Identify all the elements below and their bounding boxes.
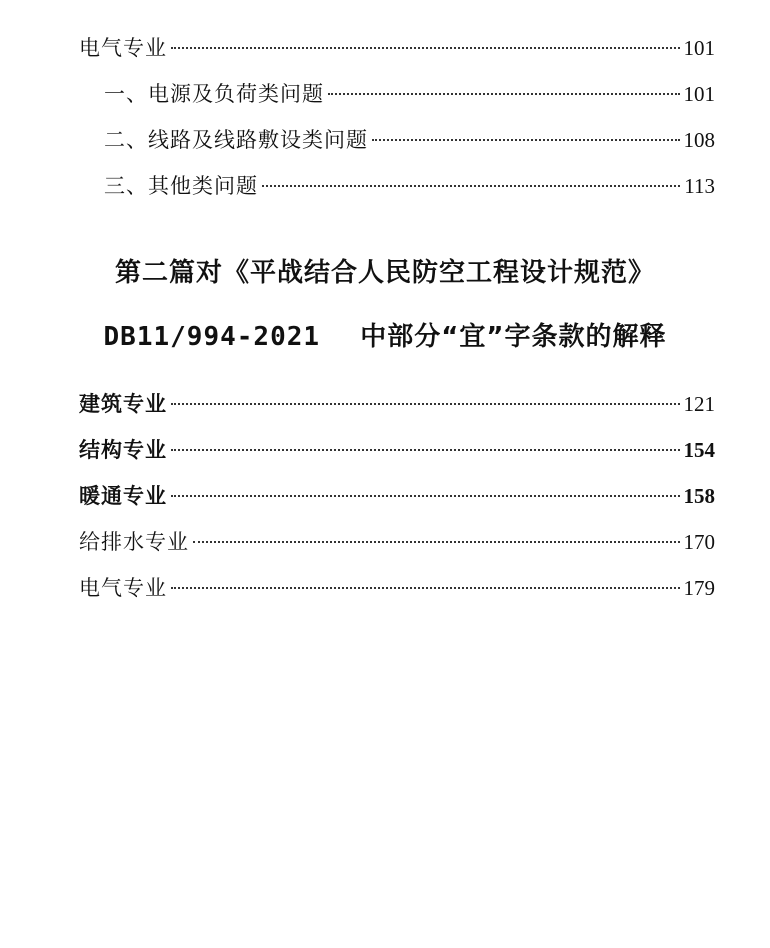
toc-entry-label: 给排水专业: [79, 530, 189, 554]
toc-entry[interactable]: [79, 71, 715, 117]
toc-entry-label: 建筑专业: [79, 391, 167, 416]
standard-code: DB11/994-2021: [103, 322, 321, 352]
toc-entry-label: 暖通专业: [79, 483, 167, 508]
toc-entry-label: 电气专业: [79, 576, 167, 600]
toc-entry[interactable]: [79, 381, 715, 427]
toc-entry[interactable]: [79, 519, 715, 565]
toc-entry[interactable]: [79, 473, 715, 519]
toc-entry[interactable]: [79, 163, 715, 209]
toc-leader-dots: [171, 587, 680, 589]
toc-entry[interactable]: [79, 565, 715, 611]
toc-entry-label: 电气专业: [79, 36, 167, 60]
toc-leader-dots: [171, 495, 680, 497]
toc-section-one: [79, 25, 715, 209]
toc-entry-page: 179: [683, 576, 715, 600]
toc-entry[interactable]: [79, 117, 715, 163]
toc-entry-page: 121: [683, 392, 715, 416]
toc-entry-page: 154: [683, 438, 715, 462]
toc-entry-page: 101: [683, 36, 715, 60]
toc-leader-dots: [171, 47, 680, 49]
heading-line-2-gap: [330, 322, 350, 352]
toc-entry-page: 108: [683, 128, 715, 152]
toc-entry-page: 101: [683, 82, 715, 106]
toc-entry-page: 158: [683, 484, 715, 508]
toc-leader-dots: [193, 541, 680, 543]
toc-leader-dots: [262, 185, 680, 187]
part-two-heading-line-1: 第二篇对《平战结合人民防空工程设计规范》: [114, 258, 655, 288]
toc-entry-label: 结构专业: [79, 437, 167, 462]
toc-entry[interactable]: [79, 25, 715, 71]
toc-entry-page: 113: [684, 174, 715, 198]
toc-leader-dots: [372, 139, 680, 141]
toc-entry-page: 170: [683, 530, 715, 554]
toc-leader-dots: [171, 449, 680, 451]
toc-leader-dots: [328, 93, 680, 95]
toc-section-two: [79, 381, 715, 611]
toc-leader-dots: [171, 403, 680, 405]
toc-entry[interactable]: [79, 427, 715, 473]
heading-line-2-text: 中部分“宜”字条款的解释: [360, 322, 667, 352]
toc-entry-label: 二、线路及线路敷设类问题: [104, 128, 368, 152]
toc-entry-label: 三、其他类问题: [104, 174, 258, 198]
toc-entry-label: 一、电源及负荷类问题: [104, 82, 324, 106]
part-two-heading-line-2: [0, 316, 770, 353]
